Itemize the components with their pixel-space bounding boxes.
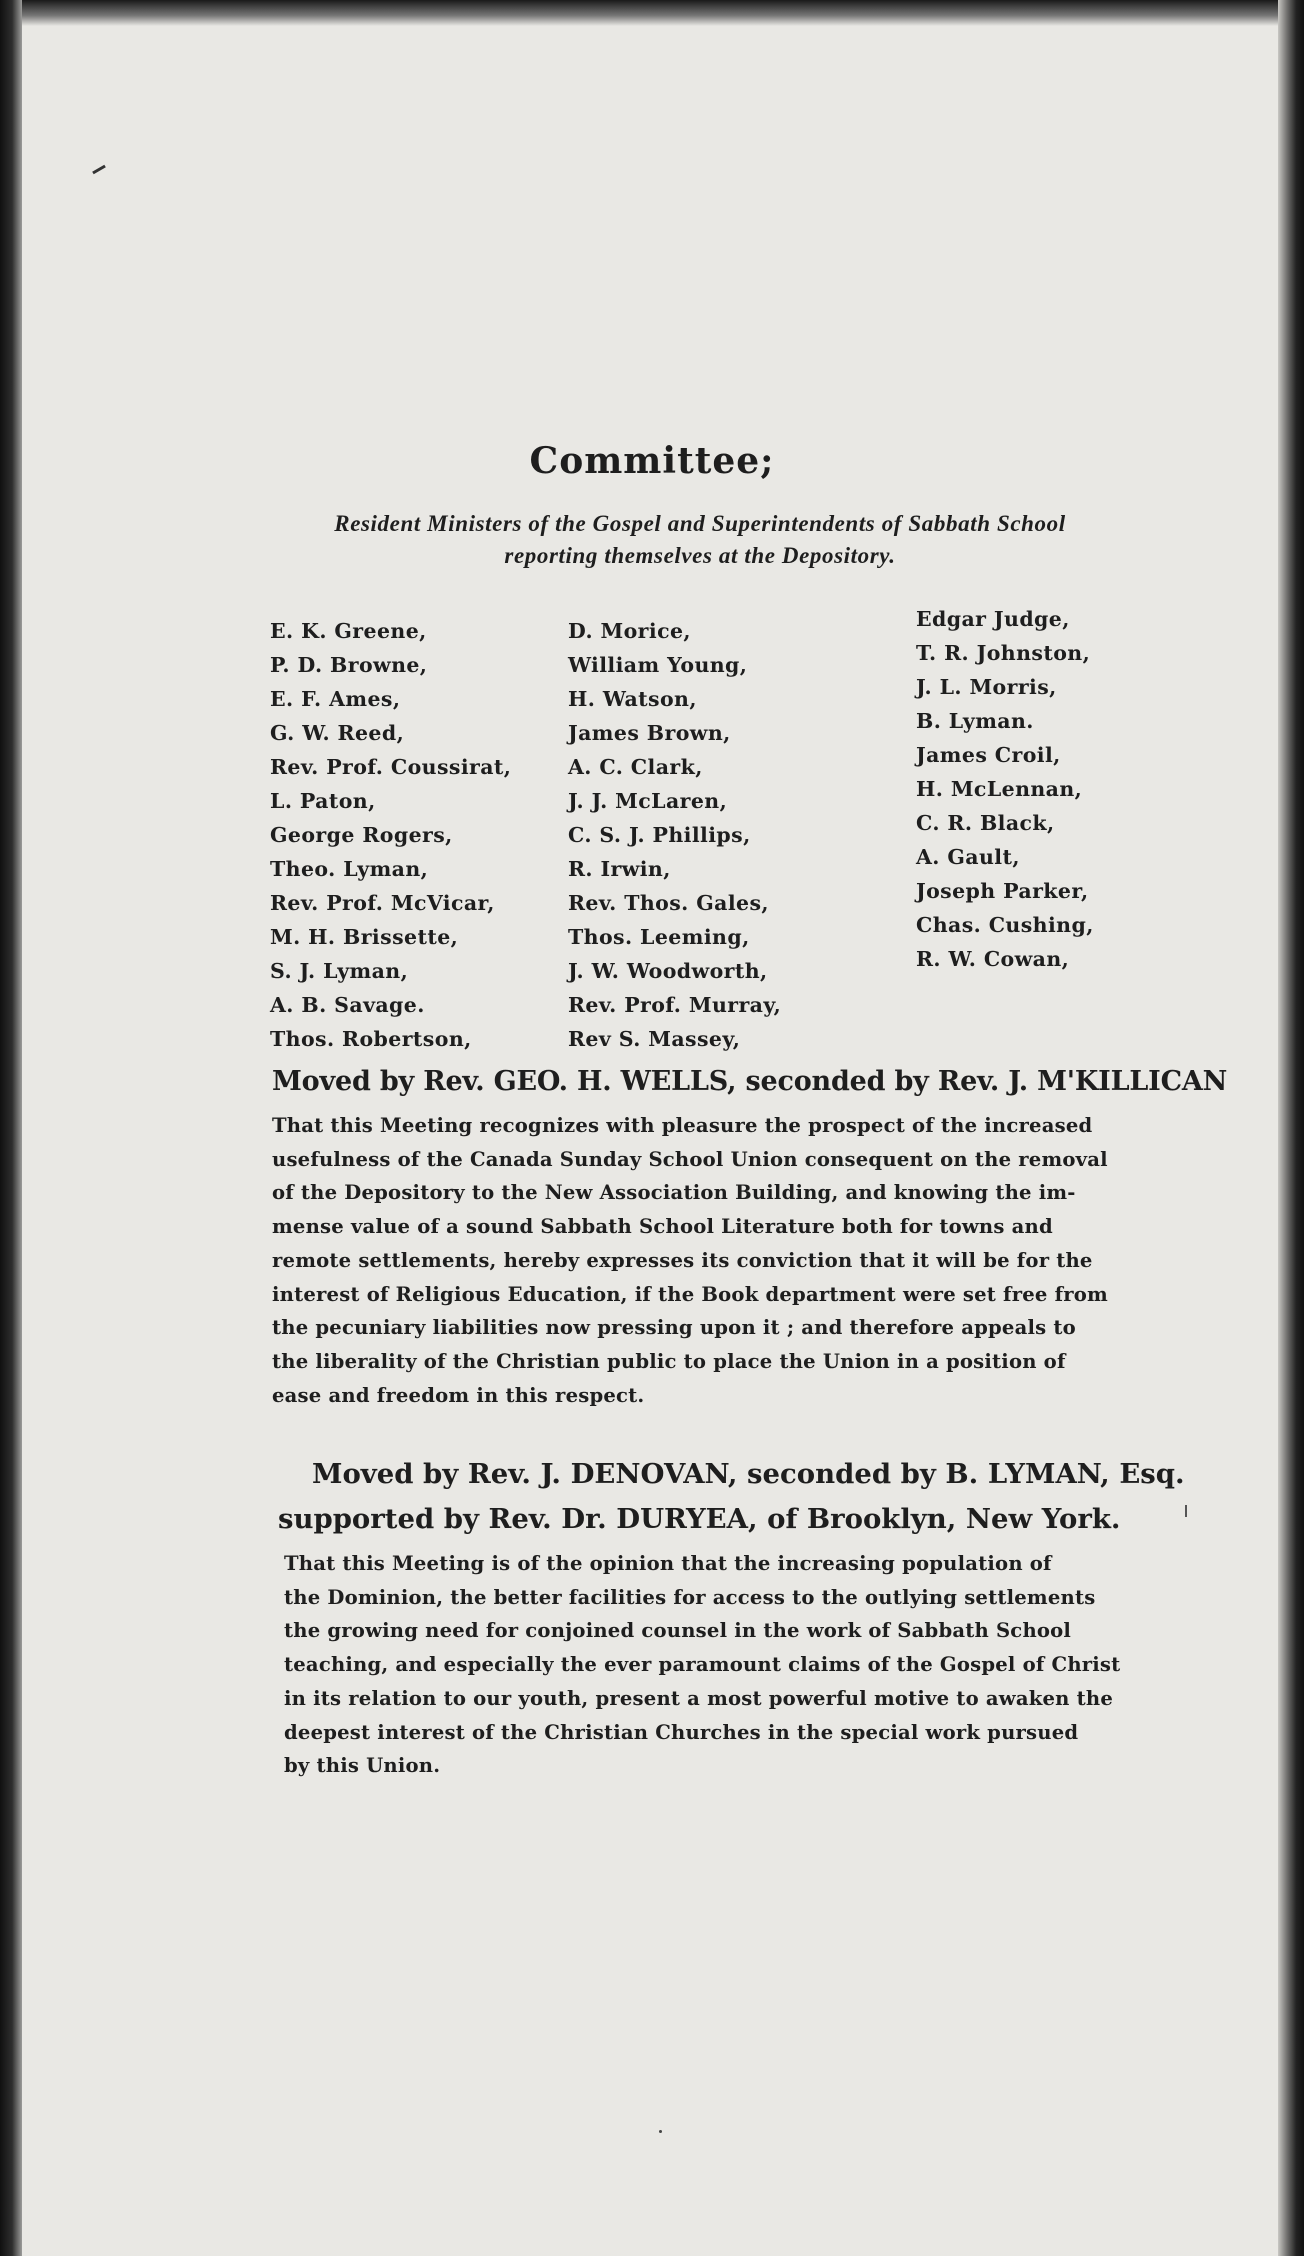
committee-member: H. McLennan, — [916, 777, 1083, 801]
text-line: by this Union. — [284, 1754, 441, 1778]
committee-member: J. W. Woodworth, — [568, 959, 768, 983]
committee-member: Thos. Leeming, — [568, 925, 750, 949]
resolution-1-mover: Moved by Rev. GEO. H. WELLS, seconded by Rev. J. M'KILLICAN — [272, 1066, 1228, 1097]
committee-member: James Croil, — [916, 743, 1061, 767]
resolution-2-mover: Moved by Rev. J. DENOVAN, seconded by B. LYMAN, Esq. — [312, 1458, 1185, 1490]
committee-member: C. S. J. Phillips, — [568, 823, 751, 847]
committee-member: A. B. Savage. — [270, 993, 425, 1017]
committee-member: Chas. Cushing, — [916, 913, 1094, 937]
committee-member: M. H. Brissette, — [270, 925, 459, 949]
page-top-edge — [0, 0, 1304, 26]
committee-member: S. J. Lyman, — [270, 959, 409, 983]
text-line: the liberality of the Christian public to place the Union in a position of — [272, 1349, 1066, 1373]
committee-member: E. F. Ames, — [270, 687, 401, 711]
committee-member: Rev. Prof. McVicar, — [270, 891, 495, 915]
text-line: teaching, and especially the ever paramount claims of the Gospel of Christ — [284, 1653, 1121, 1677]
committee-member: P. D. Browne, — [270, 653, 428, 677]
page-right-edge — [1278, 0, 1304, 2256]
text-line: interest of Religious Education, if the Book department were set free from — [272, 1282, 1108, 1306]
committee-member: Rev S. Massey, — [568, 1027, 741, 1051]
text-line: remote settlements, hereby expresses its conviction that it will be for the — [272, 1248, 1093, 1272]
page-binding-edge — [0, 0, 22, 2256]
ink-speck — [1185, 1505, 1187, 1517]
committee-member: James Brown, — [568, 721, 731, 745]
committee-member: T. R. Johnston, — [916, 641, 1091, 665]
text-line: That this Meeting recognizes with pleasure the prospect of the increased — [272, 1114, 1093, 1137]
text-line: usefulness of the Canada Sunday School Union consequent on the removal — [272, 1147, 1108, 1171]
text-line: the Dominion, the better facilities for access to the outlying settlements — [284, 1585, 1096, 1609]
committee-member: Rev. Thos. Gales, — [568, 891, 769, 915]
committee-member: A. Gault, — [916, 845, 1020, 869]
committee-member: J. J. McLaren, — [568, 789, 728, 813]
committee-subtitle — [230, 508, 1170, 572]
committee-member: H. Watson, — [568, 687, 697, 711]
committee-column-3 — [916, 602, 1094, 976]
committee-column-2 — [568, 614, 781, 1056]
text-line: ease and freedom in this respect. — [272, 1383, 645, 1407]
committee-member: R. W. Cowan, — [916, 947, 1070, 971]
text-line: deepest interest of the Christian Churches in the special work pursued — [284, 1720, 1079, 1744]
subtitle-line: Resident Ministers of the Gospel and Superintendents of Sabbath School — [334, 511, 1066, 536]
committee-member: L. Paton, — [270, 789, 376, 813]
committee-member: Rev. Prof. Murray, — [568, 993, 782, 1017]
committee-member: D. Morice, — [568, 619, 691, 643]
committee-member: B. Lyman. — [916, 709, 1034, 733]
committee-member: R. Irwin, — [568, 857, 671, 881]
committee-member: Rev. Prof. Coussirat, — [270, 755, 512, 779]
committee-heading: Committee; — [529, 440, 775, 482]
committee-member: Joseph Parker, — [916, 879, 1089, 903]
text-line: of the Depository to the New Association Building, and knowing the im- — [272, 1181, 1076, 1205]
text-line: mense value of a sound Sabbath School Literature both for towns and — [272, 1215, 1053, 1239]
committee-member: G. W. Reed, — [270, 721, 405, 745]
ink-speck — [659, 2130, 662, 2133]
committee-member: George Rogers, — [270, 823, 453, 847]
text-line: the pecuniary liabilities now pressing upon it ; and therefore appeals to — [272, 1316, 1076, 1340]
committee-member: Edgar Judge, — [916, 607, 1070, 631]
subtitle-line: reporting themselves at the Depository. — [504, 543, 896, 568]
committee-member: E. K. Greene, — [270, 619, 427, 643]
ink-speck — [92, 165, 106, 175]
committee-member: J. L. Morris, — [916, 675, 1057, 699]
resolution-2-supporter: supported by Rev. Dr. DURYEA, of Brooklyn, New York. — [278, 1503, 1121, 1535]
committee-member: A. C. Clark, — [568, 755, 703, 779]
committee-member: William Young, — [568, 653, 748, 677]
committee-member: C. R. Black, — [916, 811, 1055, 835]
resolution-1-text — [272, 1109, 1108, 1412]
committee-member: Thos. Robertson, — [270, 1027, 472, 1051]
text-line: the growing need for conjoined counsel in the work of Sabbath School — [284, 1619, 1072, 1643]
text-line: That this Meeting is of the opinion that the increasing population of — [284, 1552, 1052, 1575]
text-line: in its relation to our youth, present a most powerful motive to awaken the — [284, 1686, 1113, 1710]
resolution-2-text — [284, 1547, 1120, 1783]
committee-column-1 — [270, 614, 511, 1056]
committee-member: Theo. Lyman, — [270, 857, 429, 881]
